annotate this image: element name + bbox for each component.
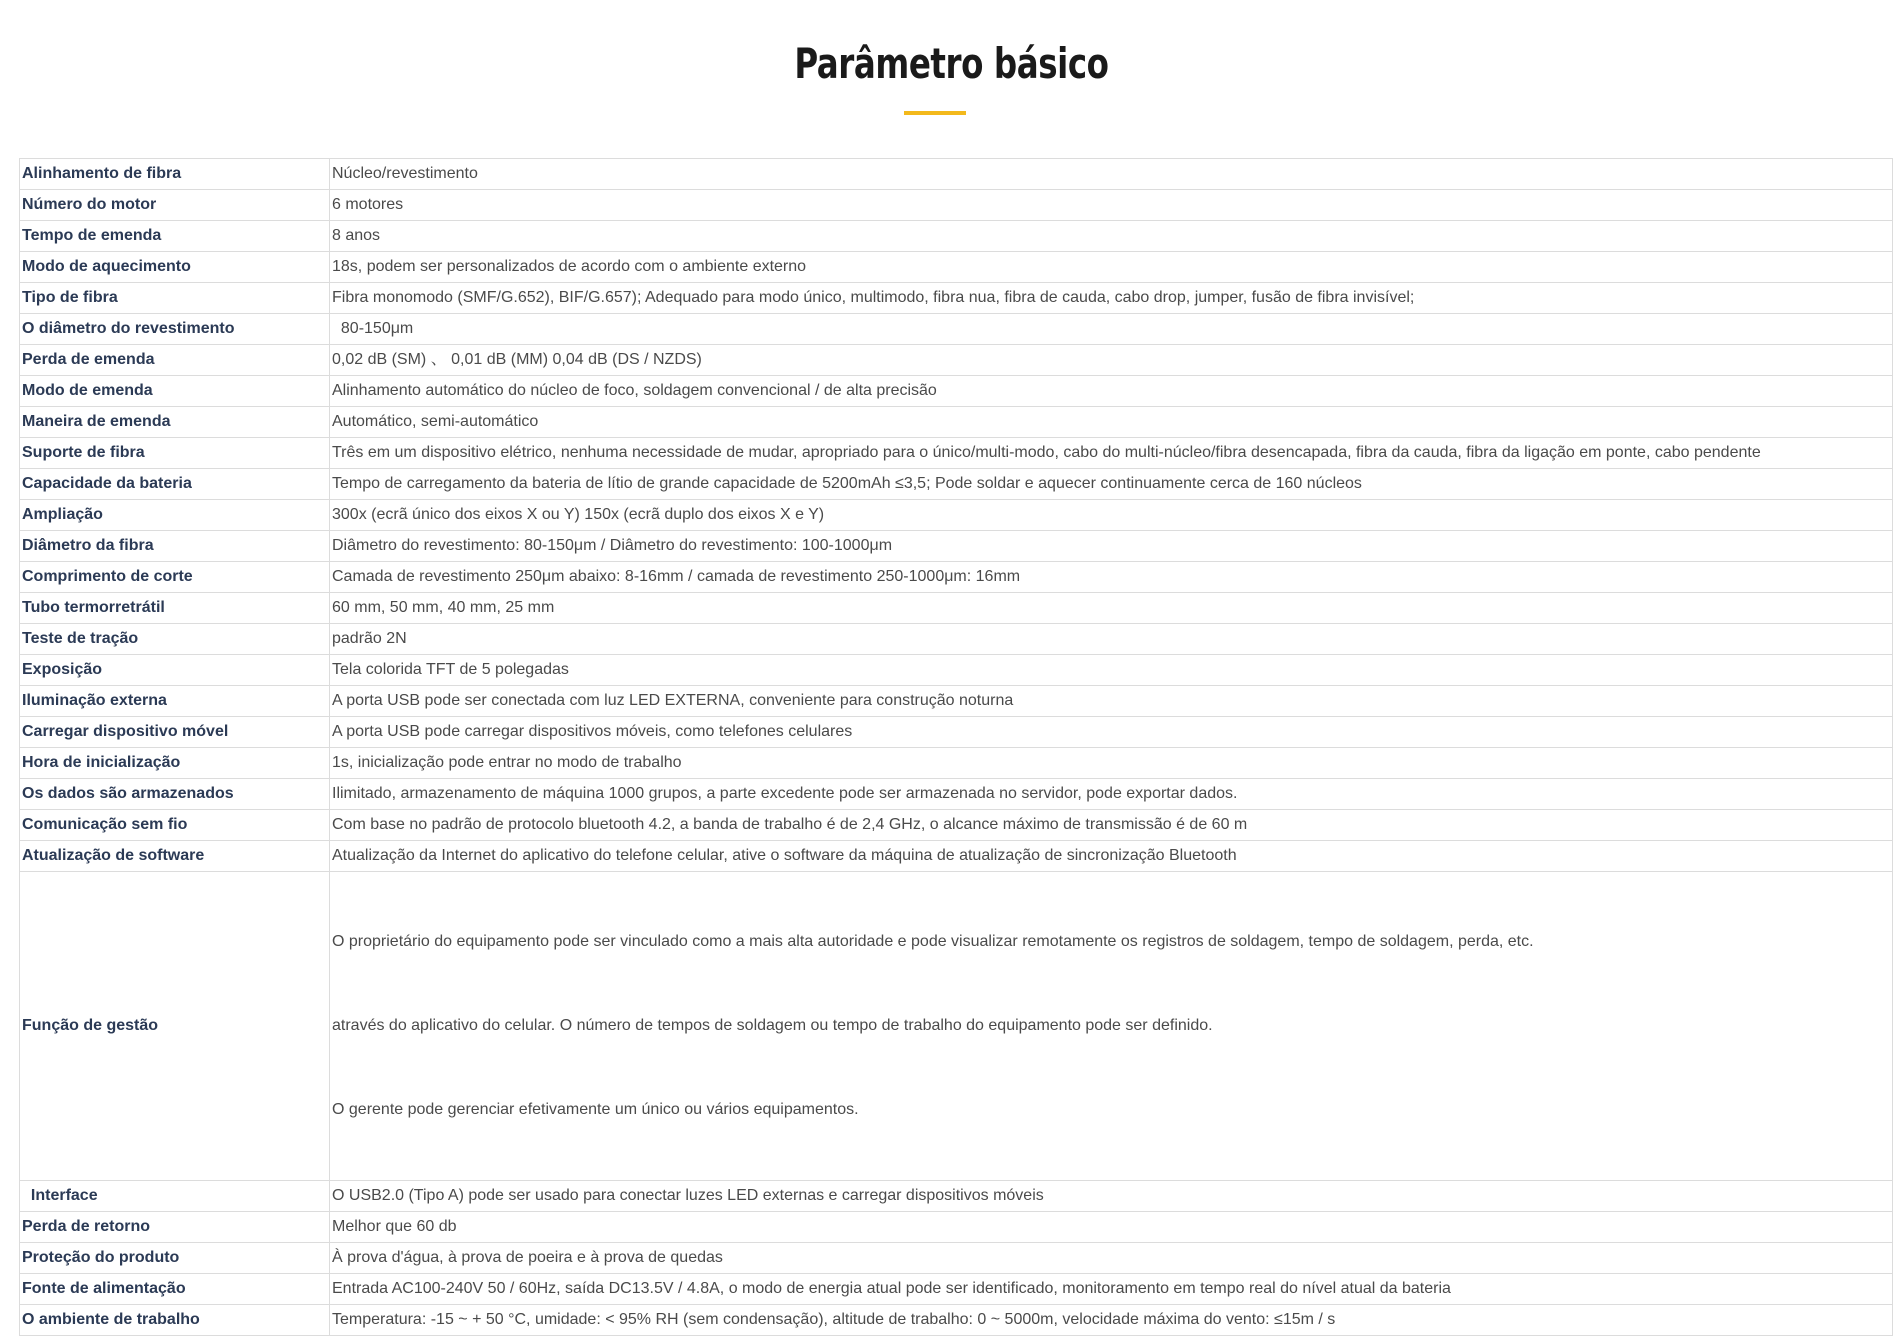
row-label: Teste de tração xyxy=(20,624,330,655)
table-row xyxy=(20,841,1893,872)
table-row xyxy=(20,190,1893,221)
row-value: 6 motores xyxy=(330,190,1893,221)
row-label: Tempo de emenda xyxy=(20,221,330,252)
table-row xyxy=(20,469,1893,500)
management-line-1: O proprietário do equipamento pode ser vinculado como a mais alta autoridade e pode visualizar remotamente os registros de soldagem, tempo de soldagem, perda, etc. xyxy=(332,933,1534,950)
row-label: Ampliação xyxy=(20,500,330,531)
row-label: O ambiente de trabalho xyxy=(20,1305,330,1336)
row-label: Interface xyxy=(20,1181,330,1212)
table-row xyxy=(20,593,1893,624)
row-value: Ilimitado, armazenamento de máquina 1000 grupos, a parte excedente pode ser armazenada no servidor, pode exportar dados. xyxy=(330,779,1893,810)
row-value: 60 mm, 50 mm, 40 mm, 25 mm xyxy=(330,593,1893,624)
row-value: Fibra monomodo (SMF/G.652), BIF/G.657); Adequado para modo único, multimodo, fibra nua, fibra de cauda, cabo drop, jumper, fusão de fibra invisível; xyxy=(330,283,1893,314)
row-value: A porta USB pode ser conectada com luz LED EXTERNA, conveniente para construção noturna xyxy=(330,686,1893,717)
row-value: À prova d'água, à prova de poeira e à prova de quedas xyxy=(330,1243,1893,1274)
table-row xyxy=(20,748,1893,779)
table-row xyxy=(20,500,1893,531)
row-label: Número do motor xyxy=(20,190,330,221)
row-value: 8 anos xyxy=(330,221,1893,252)
row-label: Alinhamento de fibra xyxy=(20,159,330,190)
row-label: Carregar dispositivo móvel xyxy=(20,717,330,748)
row-value: Melhor que 60 db xyxy=(330,1212,1893,1243)
row-label: Perda de emenda xyxy=(20,345,330,376)
row-value: padrão 2N xyxy=(330,624,1893,655)
table-row xyxy=(20,1212,1893,1243)
table-row xyxy=(20,779,1893,810)
row-value: A porta USB pode carregar dispositivos móveis, como telefones celulares xyxy=(330,717,1893,748)
row-label: Capacidade da bateria xyxy=(20,469,330,500)
row-value: Atualização da Internet do aplicativo do telefone celular, ative o software da máquina de atualização de sincronização Bluetooth xyxy=(330,841,1893,872)
table-row xyxy=(20,283,1893,314)
table-row xyxy=(20,345,1893,376)
table-row xyxy=(20,407,1893,438)
table-row xyxy=(20,1274,1893,1305)
row-label: Tubo termorretrátil xyxy=(20,593,330,624)
row-label: O diâmetro do revestimento xyxy=(20,314,330,345)
page-title: Parâmetro básico xyxy=(794,39,1109,88)
row-label: Modo de aquecimento xyxy=(20,252,330,283)
row-label: Atualização de software xyxy=(20,841,330,872)
table-row xyxy=(20,717,1893,748)
row-value: Entrada AC100-240V 50 / 60Hz, saída DC13.5V / 4.8A, o modo de energia atual pode ser identificado, monitoramento em tempo real do nível atual da bateria xyxy=(330,1274,1893,1305)
table-row xyxy=(20,624,1893,655)
row-value: Temperatura: -15 ~ + 50 °C, umidade: < 95% RH (sem condensação), altitude de trabalho: 0 ~ 5000m, velocidade máxima do vento: ≤15m / s xyxy=(330,1305,1893,1336)
row-value: Três em um dispositivo elétrico, nenhuma necessidade de mudar, apropriado para o único/multi-modo, cabo do multi-núcleo/fibra desencapada, fibra da cauda, fibra da ligação em ponte, cabo pendente xyxy=(330,438,1893,469)
row-value: 1s, inicialização pode entrar no modo de trabalho xyxy=(330,748,1893,779)
row-value: Alinhamento automático do núcleo de foco, soldagem convencional / de alta precisão xyxy=(330,376,1893,407)
row-value xyxy=(330,872,1893,1181)
table-row xyxy=(20,376,1893,407)
row-value: Tela colorida TFT de 5 polegadas xyxy=(330,655,1893,686)
table-row-management xyxy=(20,872,1893,1181)
table-row xyxy=(20,810,1893,841)
row-label: Função de gestão xyxy=(20,872,330,1181)
row-value: 300x (ecrã único dos eixos X ou Y) 150x (ecrã duplo dos eixos X e Y) xyxy=(330,500,1893,531)
row-value: 0,02 dB (SM) 、 0,01 dB (MM) 0,04 dB (DS / NZDS) xyxy=(330,345,1893,376)
row-value: Tempo de carregamento da bateria de lítio de grande capacidade de 5200mAh ≤3,5; Pode soldar e aquecer continuamente cerca de 160 núcleos xyxy=(330,469,1893,500)
row-label: Perda de retorno xyxy=(20,1212,330,1243)
row-value: Diâmetro do revestimento: 80-150μm / Diâmetro do revestimento: 100-1000μm xyxy=(330,531,1893,562)
table-row xyxy=(20,314,1893,345)
row-value: Núcleo/revestimento xyxy=(330,159,1893,190)
table-row xyxy=(20,562,1893,593)
row-label: Iluminação externa xyxy=(20,686,330,717)
row-label: Fonte de alimentação xyxy=(20,1274,330,1305)
table-row xyxy=(20,438,1893,469)
row-value: Camada de revestimento 250μm abaixo: 8-16mm / camada de revestimento 250-1000μm: 16mm xyxy=(330,562,1893,593)
row-label: Maneira de emenda xyxy=(20,407,330,438)
management-line-3: O gerente pode gerenciar efetivamente um único ou vários equipamentos. xyxy=(332,1101,859,1118)
row-value: O USB2.0 (Tipo A) pode ser usado para conectar luzes LED externas e carregar dispositivos móveis xyxy=(330,1181,1893,1212)
row-label: Comunicação sem fio xyxy=(20,810,330,841)
table-row xyxy=(20,1305,1893,1336)
row-label: Modo de emenda xyxy=(20,376,330,407)
row-value: Com base no padrão de protocolo bluetooth 4.2, a banda de trabalho é de 2,4 GHz, o alcance máximo de transmissão é de 60 m xyxy=(330,810,1893,841)
row-label: Hora de inicialização xyxy=(20,748,330,779)
table-row xyxy=(20,1181,1893,1212)
row-label: Diâmetro da fibra xyxy=(20,531,330,562)
table-row xyxy=(20,159,1893,190)
table-row xyxy=(20,686,1893,717)
table-row xyxy=(20,252,1893,283)
table-row xyxy=(20,655,1893,686)
row-label: Tipo de fibra xyxy=(20,283,330,314)
row-label: Comprimento de corte xyxy=(20,562,330,593)
table-row xyxy=(20,1243,1893,1274)
spec-table xyxy=(19,158,1893,1336)
row-value: 18s, podem ser personalizados de acordo com o ambiente externo xyxy=(330,252,1893,283)
row-value: Automático, semi-automático xyxy=(330,407,1893,438)
row-label: Os dados são armazenados xyxy=(20,779,330,810)
title-underline xyxy=(904,111,966,115)
table-row xyxy=(20,531,1893,562)
management-line-2: através do aplicativo do celular. O número de tempos de soldagem ou tempo de trabalho do equipamento pode ser definido. xyxy=(332,1017,1213,1034)
row-value: 80-150μm xyxy=(330,314,1893,345)
table-row xyxy=(20,221,1893,252)
row-label: Suporte de fibra xyxy=(20,438,330,469)
spec-table-body xyxy=(20,159,1893,1336)
row-label: Exposição xyxy=(20,655,330,686)
row-label: Proteção do produto xyxy=(20,1243,330,1274)
